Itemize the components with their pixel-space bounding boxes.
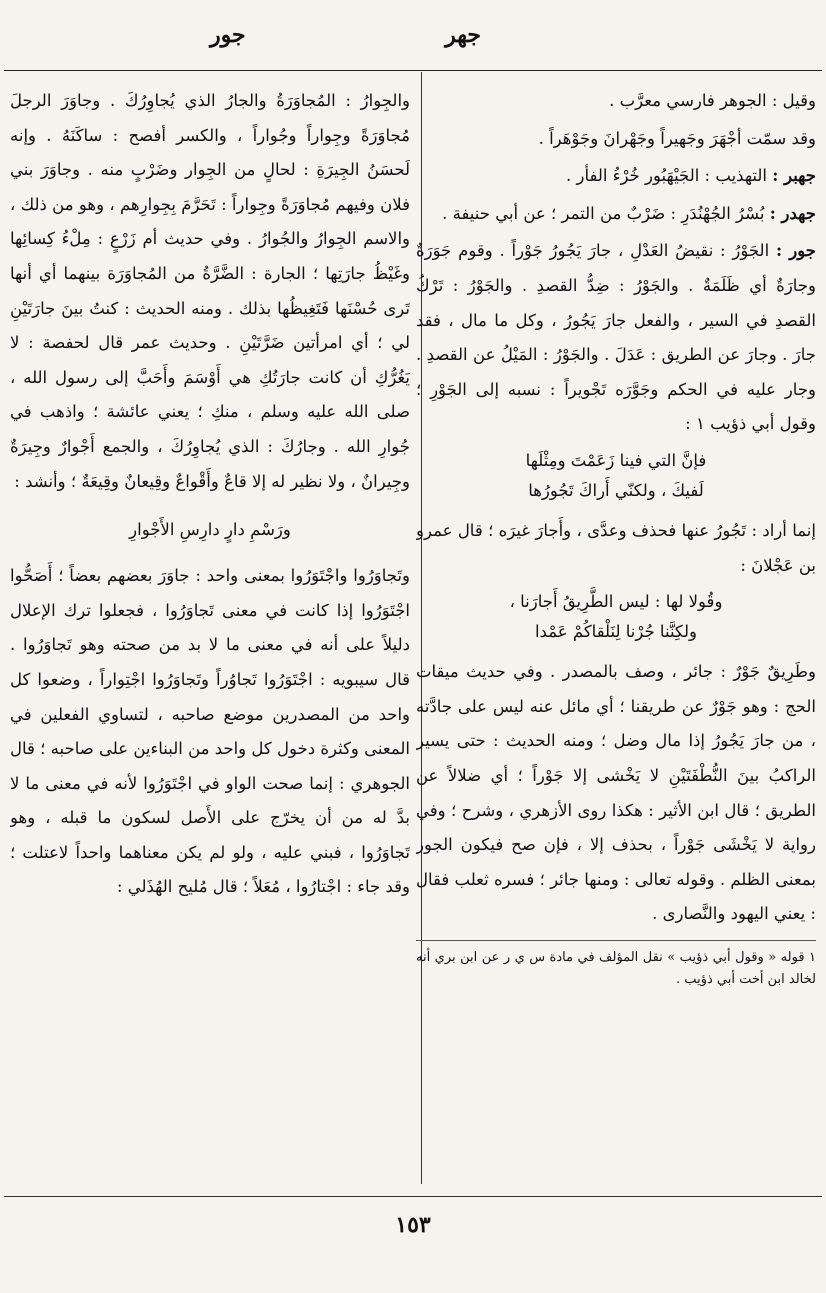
entry-jawr [416,234,816,442]
footer-rule [4,1196,822,1197]
page-number: ١٥٣ [395,1212,431,1238]
paragraph: وطَرِيقٌ جَوْرٌ : جائر ، وصف بالمصدر . وفي حديث ميقات الحج : وهو جَوْرٌ عن طريقنا ؛ أي مائل عنه ليس على جادَّته ، من جارَ يَجُورُ إذا مال وضل ؛ ومنه الحديث : حتى يسير الراكبُ بينَ النُّطْفَتَيْنِ لا يَخْشى إلا جَوْراً ؛ أي ضلالاً عن الطريق ؛ قال ابن الأثير : هكذا روى الأزهري ، وشرح ؛ وفي رواية لا يَخْشَى جَوْراً ، بحذف إلا ، فإن صح فيكون الجور بمعنى الظلم . وقوله تعالى : ومنها جائر ؛ فسره ثعلب فقال : يعني اليهود والنَّصارى . [416,662,816,924]
entry-text: الجَوْرُ : نقيضُ العَدْلِ ، جارَ يَجُورُ جَوْراً . وقوم جَوَرَةٌ وجارَةٌ أي ظَلَمَةٌ . والجَوْرُ : ضِدُّ القصدِ . والجَوْرُ : تَرْكُ القصدِ في السير ، والفعل جارَ يَجُورُ ، وكل ما مال ، فقد جارَ . وجارَ عن الطريق : عَدَلَ . والجَوْرُ : المَيْلُ عن القصدِ . وجار عليه في الحكم وجَوَّرَه تَجْويراً : نسبه إلى الجَوْرِ ؛ وقول أبي ذؤيب ١ : [416,241,816,434]
verse-hemistich: فإنَّ التي فينا زَعَمْتَ ومِثْلَها [525,450,707,470]
entry-headword: جهبر : [772,166,816,186]
paragraph: إنما أراد : تَجُورُ عنها فحذف وعدَّى ، وأَجارَ غيرَه ؛ قال عمرو بن عَجْلانَ : [416,520,816,575]
header-root-word-left: جور [210,22,246,48]
entry-text: التهذيب : الجَيْهَبُور خُرْءُ الفأر . [566,166,773,186]
entry-headword: جور : [775,241,816,261]
footnote-rule [416,940,816,941]
paragraph: وتَجاوَرُوا واجْتَوَرُوا بمعنى واحد : جاوَرَ بعضهم بعضاً ؛ أَصَحُّوا اجْتَوَرُوا إذا كانت في معنى تَجاوَرُوا ، فجعلوا ترك الإعلال دليلاً على أنه في معنى ما لا بد من صحته وهو تَجاوَرُوا . قال سيبويه : اجْتَوَرُوا تَجاوُراً وتَجاوَرُوا اجْتِواراً ، وضعوا كل واحد من المصدرين موضع صاحبه ، لتساوي الفعلين في المعنى وكثرة دخول كل واحد من البناءين على صاحبه ؛ قال الجوهري : إنما صحت الواو في اجْتَوَرُوا لأنه في معنى ما لا بدَّ له من أن يخرّج على الأَصل لسكون ما قبله ، وهو تَجاوَرُوا ، فبني عليه ، ولو لم يكن معناهما واحداً لاعتلت ؛ وقد جاء : اجْتارُوا ، مُعَلاً ؛ قال مُليح الهُذَلي : [10,566,410,897]
left-column [10,84,410,1184]
footnote: ١ قوله « وقول أبي ذؤيب » نقل المؤلف في مادة س ي ر عن ابن بري أنه لخالد ابن أخت أبي ذؤيب . [416,949,816,987]
entry-jahdar [416,197,816,232]
entry-text: بُسْرُ الجُهْنُدَرِ : ضَرْبٌ من التمر ؛ عن أبي حنيفة . [442,203,770,223]
verse-hemistich: وقُولا لها : ليس الطَّرِيقُ أَجارَنا ، [509,592,723,612]
page-header [0,22,826,62]
entry-jahbar [416,159,816,194]
verse-quotation: ورَسْمِ دارٍ دارِسِ الأَجْوارِ [129,520,291,540]
verse-hemistich: لَفيكَ ، ولكنّي أَراكَ تَجُورُها [528,480,704,500]
verse-abu-dhuayb [416,446,816,506]
verse-hemistich: ولكِنَّنا جُرْنا لِنَلْقاكُمْ عَمْدا [534,622,698,642]
entry-headword: جهدر : [769,203,816,223]
verse-amr-ibn-ajlan [416,587,816,647]
paragraph: وقد سمّت أجْهَرَ وجَهيراً وجَهْرانَ وجَوْهَراً . [538,128,816,148]
header-rule [4,70,822,71]
paragraph: والجِوارُ : المُجاوَرَةُ والجارُ الذي يُجاوِرُكَ . وجاوَرَ الرجلَ مُجاوَرَةً وجِواراً وجُواراً ، والكسر أفصح : ساكَنَهُ . وإنه لَحسَنُ الجِيرَةِ : لحالٍ من الجِوار وضَرْبٍ منه . وجاوَرَ بني فلان وفيهم مُجاوَرَةً وجِواراً : تَحَرَّمَ بِجِوارِهم ، وهو من ذلك ، والاسم الجِوارُ والجُوارُ . وفي حديث أم زَرْعٍ : مِلْءُ كِسائِها وغَيْظُ جارَتِها ؛ الجارة : الضَّرَّةُ من المُجاوَرَة بينهما أي أنها تَرى حُسْنَها فَتَغِيظُها بذلك . ومنه الحديث : كنتُ بينَ جارَتَيْنِ لي ؛ أي امرأتين ضَرَّتَيْنِ . وحديث عمر قال لحفصة : لا يَغُرُّكِ أن كانت جارَتُكِ هي أَوْسَمَ وأَحَبَّ إلى رسول الله ، صلى الله عليه وسلم ، منكِ ؛ يعني عائشة ؛ واذهب في جُوارِ الله . وجارُكَ : الذي يُجاوِرُكَ ، والجمع أَجْوارٌ وجِيرَةٌ وجِيرانٌ ، ولا نظير له إلا قاعٌ وأَقْواعٌ وقِيعانٌ وقِيعَةٌ ؛ وأنشد : [10,91,410,491]
header-root-word-right: جهر [445,22,481,48]
paragraph: وقيل : الجوهر فارسي معرَّب . [609,91,816,110]
right-column [416,84,816,1184]
